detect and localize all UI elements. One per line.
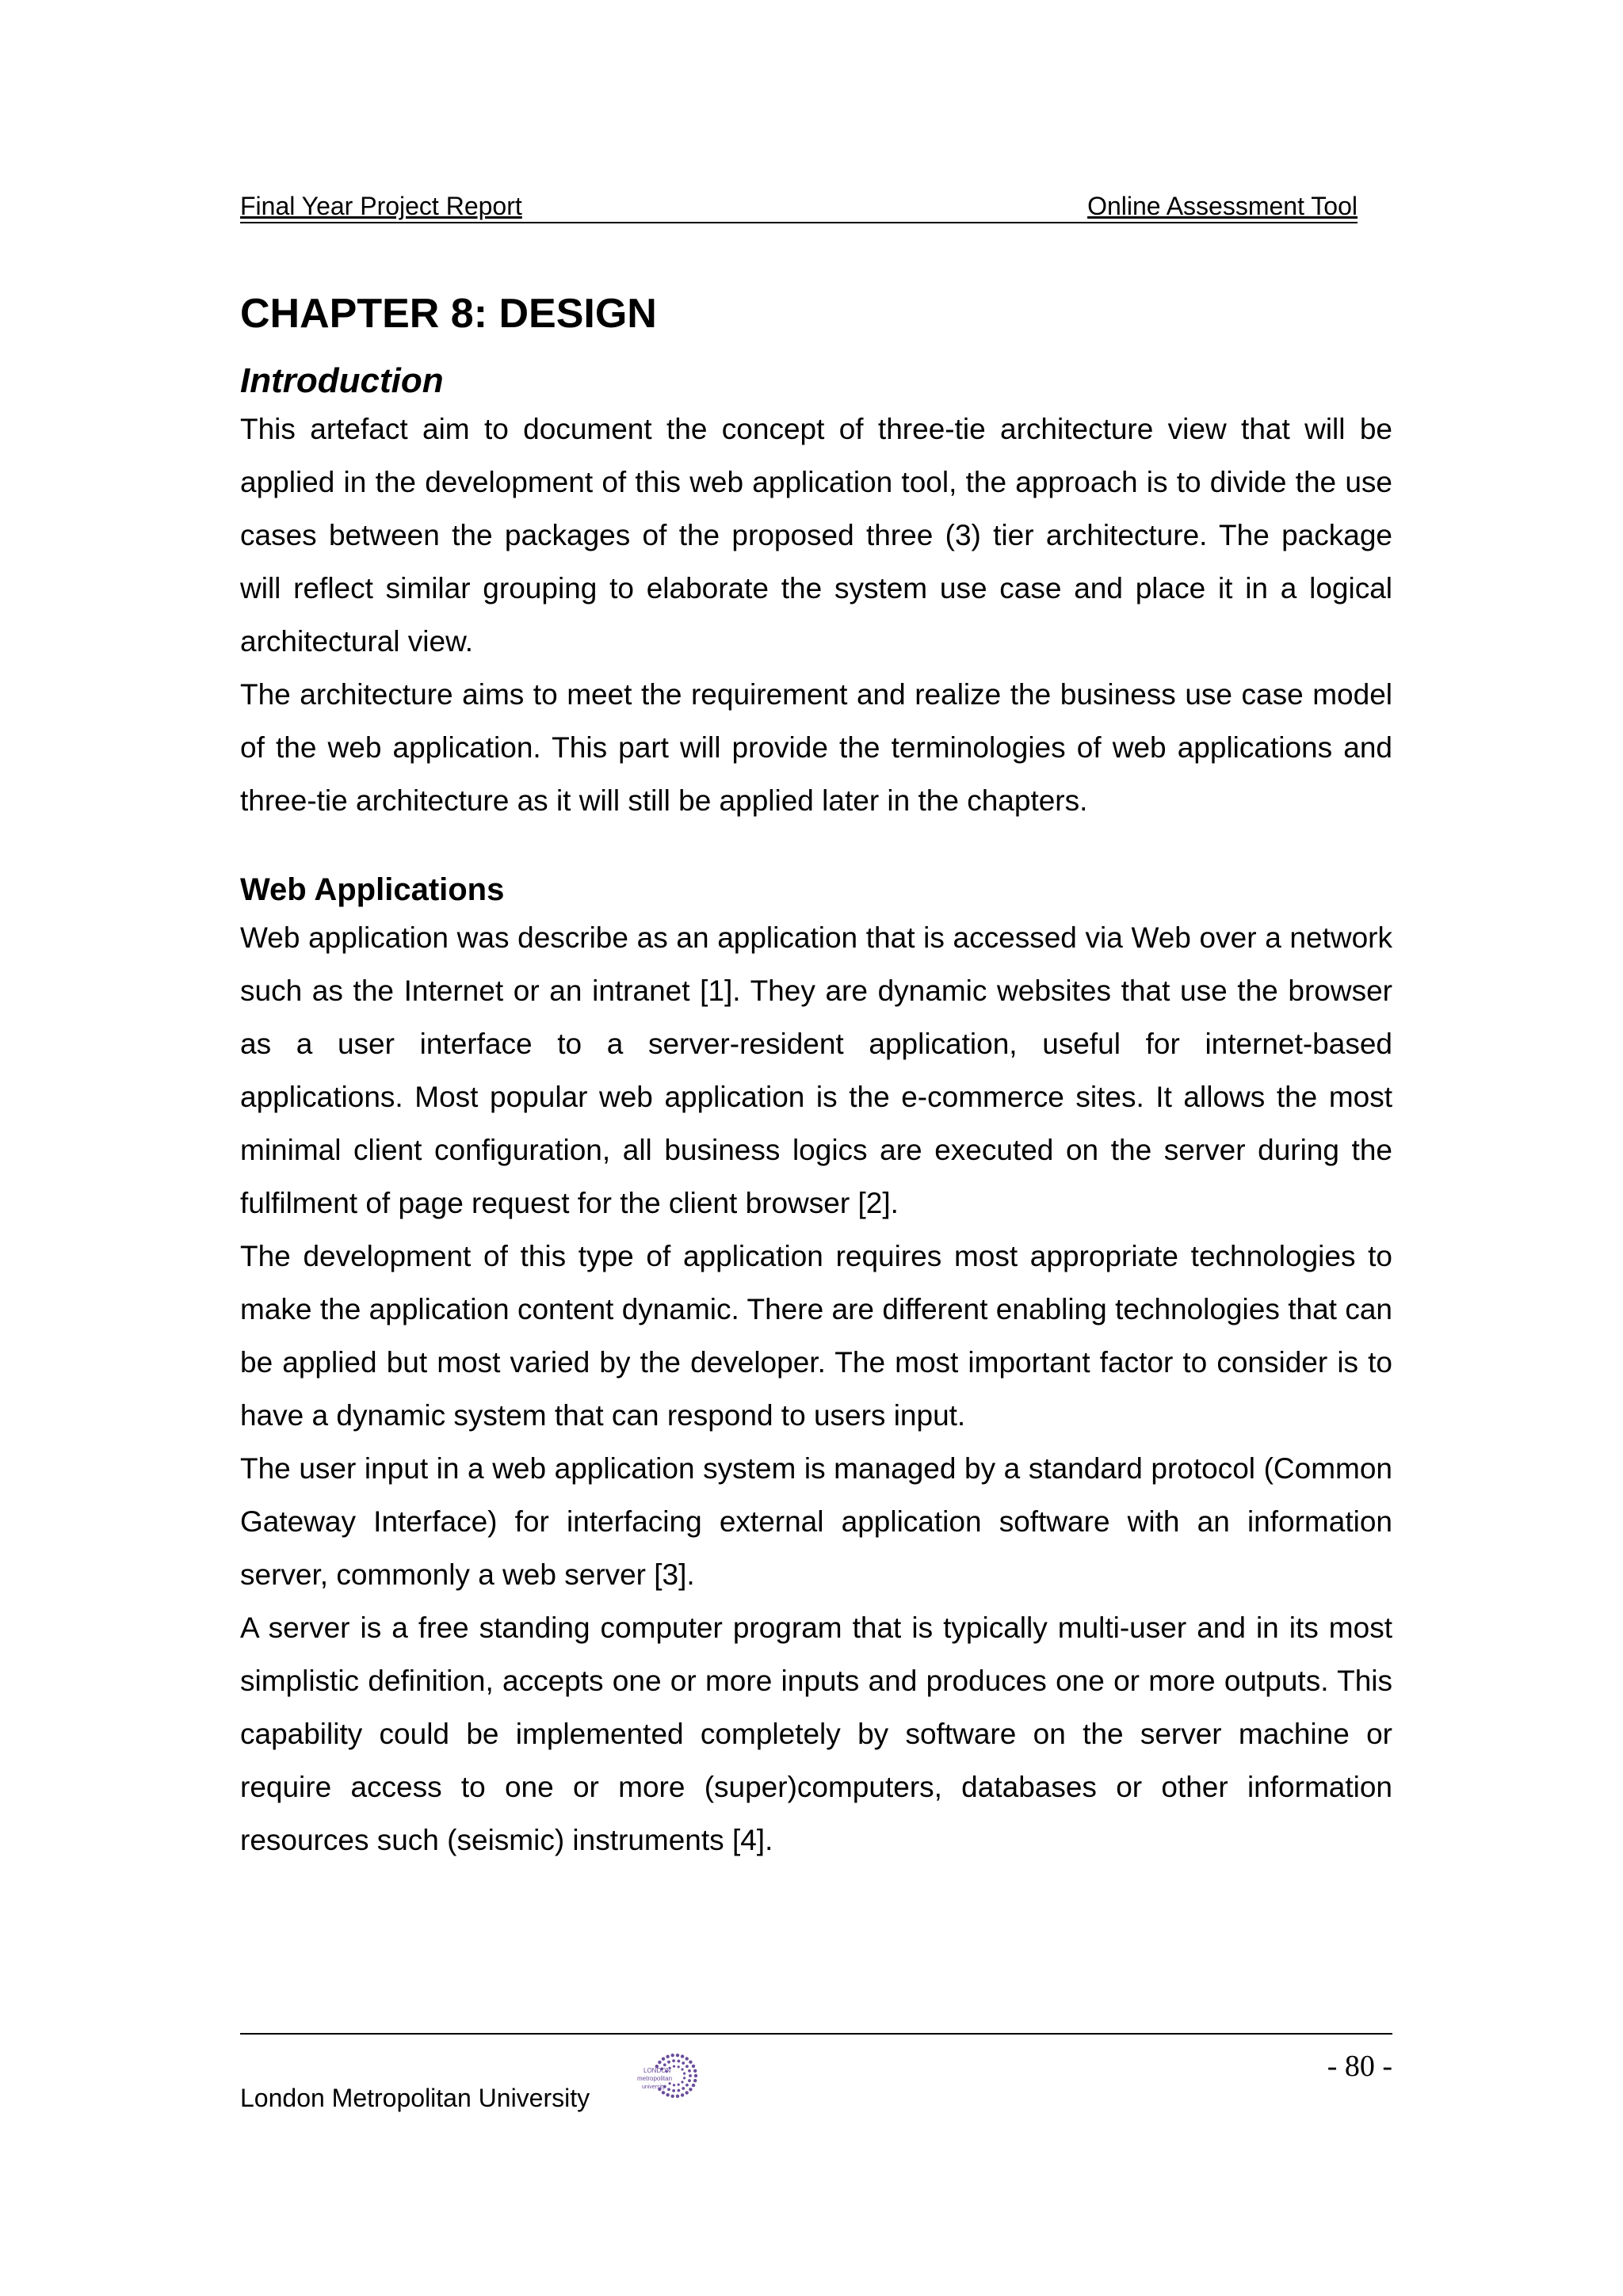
logo-dot (689, 2088, 692, 2091)
logo-dot (666, 2093, 669, 2096)
logo-dot (672, 2059, 675, 2062)
logo-dot (673, 2084, 675, 2086)
paragraph-web-applications-1: Web application was describe as an application that is accessed via Web over a network such as the Internet or an intranet [1]. They are dynamic websites that use the browser as a user interface to a server-resident application, useful for internet-based applications. Most popular web application is the e-commerce sites. It allows the most minimal client configuration, all business logics are executed on the server during the fulfilment of page request for the client browser [2]. (240, 921, 1392, 1219)
logo-dot (694, 2074, 697, 2077)
paragraph-web-applications-3: The user input in a web application system is managed by a standard protocol (Common Gateway Interface) for interfacing external application software with an information server, commonly a web server [3]. (240, 1452, 1392, 1591)
logo-dot (678, 2089, 681, 2092)
logo-dot (667, 2061, 670, 2064)
logo-dot (692, 2084, 695, 2087)
logo-dot (658, 2061, 661, 2064)
logo-dot (681, 2081, 683, 2083)
logo-dot (663, 2063, 666, 2066)
logo-dot (683, 2077, 685, 2079)
running-header (240, 190, 1358, 223)
logo-dot (682, 2087, 685, 2090)
paragraph-introduction-2: The architecture aims to meet the requirement and realize the business use case model of the web application. This part will provide the terminologies of web applications and three-tie architecture as it will still be applied later in the chapters. (240, 678, 1392, 817)
footer-university-name: London Metropolitan University (240, 2084, 590, 2112)
logo-dot (683, 2073, 685, 2075)
logo-dot (673, 2065, 675, 2068)
header-report-title: Final Year Project Report (240, 192, 522, 220)
logo-dot (678, 2065, 680, 2068)
paragraph-web-applications-4: A server is a free standing computer program that is typically multi-user and in its most simplistic definition, accepts one or more inputs and produces one or more outputs. This capability could be implemented completely by software on the server machine or require access to one or more (super)computers, databases or other information resources such (seismic) instruments [4]. (240, 1611, 1392, 1856)
logo-dot (667, 2088, 670, 2091)
university-logo-icon (623, 2052, 701, 2109)
logo-dot (676, 2095, 679, 2098)
logo-dot (685, 2091, 689, 2094)
logo-text-line-2: metropolitan (637, 2075, 673, 2082)
logo-dot (688, 2079, 691, 2082)
logo-dot (688, 2069, 691, 2073)
logo-dot (678, 2084, 680, 2086)
logo-dot (693, 2069, 697, 2073)
logo-dot (692, 2065, 695, 2068)
logo-text-line-1: LONDON (643, 2067, 671, 2074)
logo-dot (681, 2093, 684, 2096)
logo-text-line-3: university (642, 2084, 666, 2090)
section-heading-introduction: Introduction (240, 361, 444, 400)
logo-dot (662, 2091, 665, 2094)
logo-dot (671, 2054, 674, 2057)
section-heading-web-applications: Web Applications (240, 872, 505, 907)
header-project-title: Online Assessment Tool (1087, 192, 1358, 220)
logo-dot (669, 2082, 671, 2084)
page-number: - 80 - (1327, 2050, 1392, 2083)
chapter-title: CHAPTER 8: DESIGN (240, 291, 657, 337)
logo-dot (682, 2061, 685, 2065)
logo-dot (685, 2084, 689, 2087)
logo-dot (689, 2061, 692, 2064)
logo-dot (681, 2054, 684, 2058)
footer-divider (240, 2033, 1392, 2035)
logo-dot (672, 2089, 675, 2092)
logo-dot (676, 2054, 679, 2057)
logo-dot (662, 2058, 665, 2061)
paragraph-web-applications-2: The development of this type of application requires most appropriate technologies to make the application content dynamic. There are different enabling technologies that can be applied but most varied by the developer. The most important factor to consider is to have a dynamic system that can respond to users input. (240, 1240, 1392, 1432)
paragraph-introduction-1: This artefact aim to document the concept of three-tie architecture view that will be applied in the development of this web application tool, the approach is to divide the use cases between the packages of the proposed three (3) tier architecture. The package will reflect similar grouping to elaborate the system use case and place it in a logical architectural view. (240, 413, 1392, 658)
logo-dot (685, 2065, 689, 2068)
logo-dot (685, 2057, 689, 2060)
logo-dot (671, 2095, 674, 2098)
logo-dot (666, 2055, 669, 2058)
page-body (240, 285, 1392, 1867)
logo-dot (681, 2068, 683, 2070)
logo-dot (689, 2074, 692, 2077)
logo-dot (678, 2060, 681, 2063)
logo-dot (693, 2079, 697, 2082)
